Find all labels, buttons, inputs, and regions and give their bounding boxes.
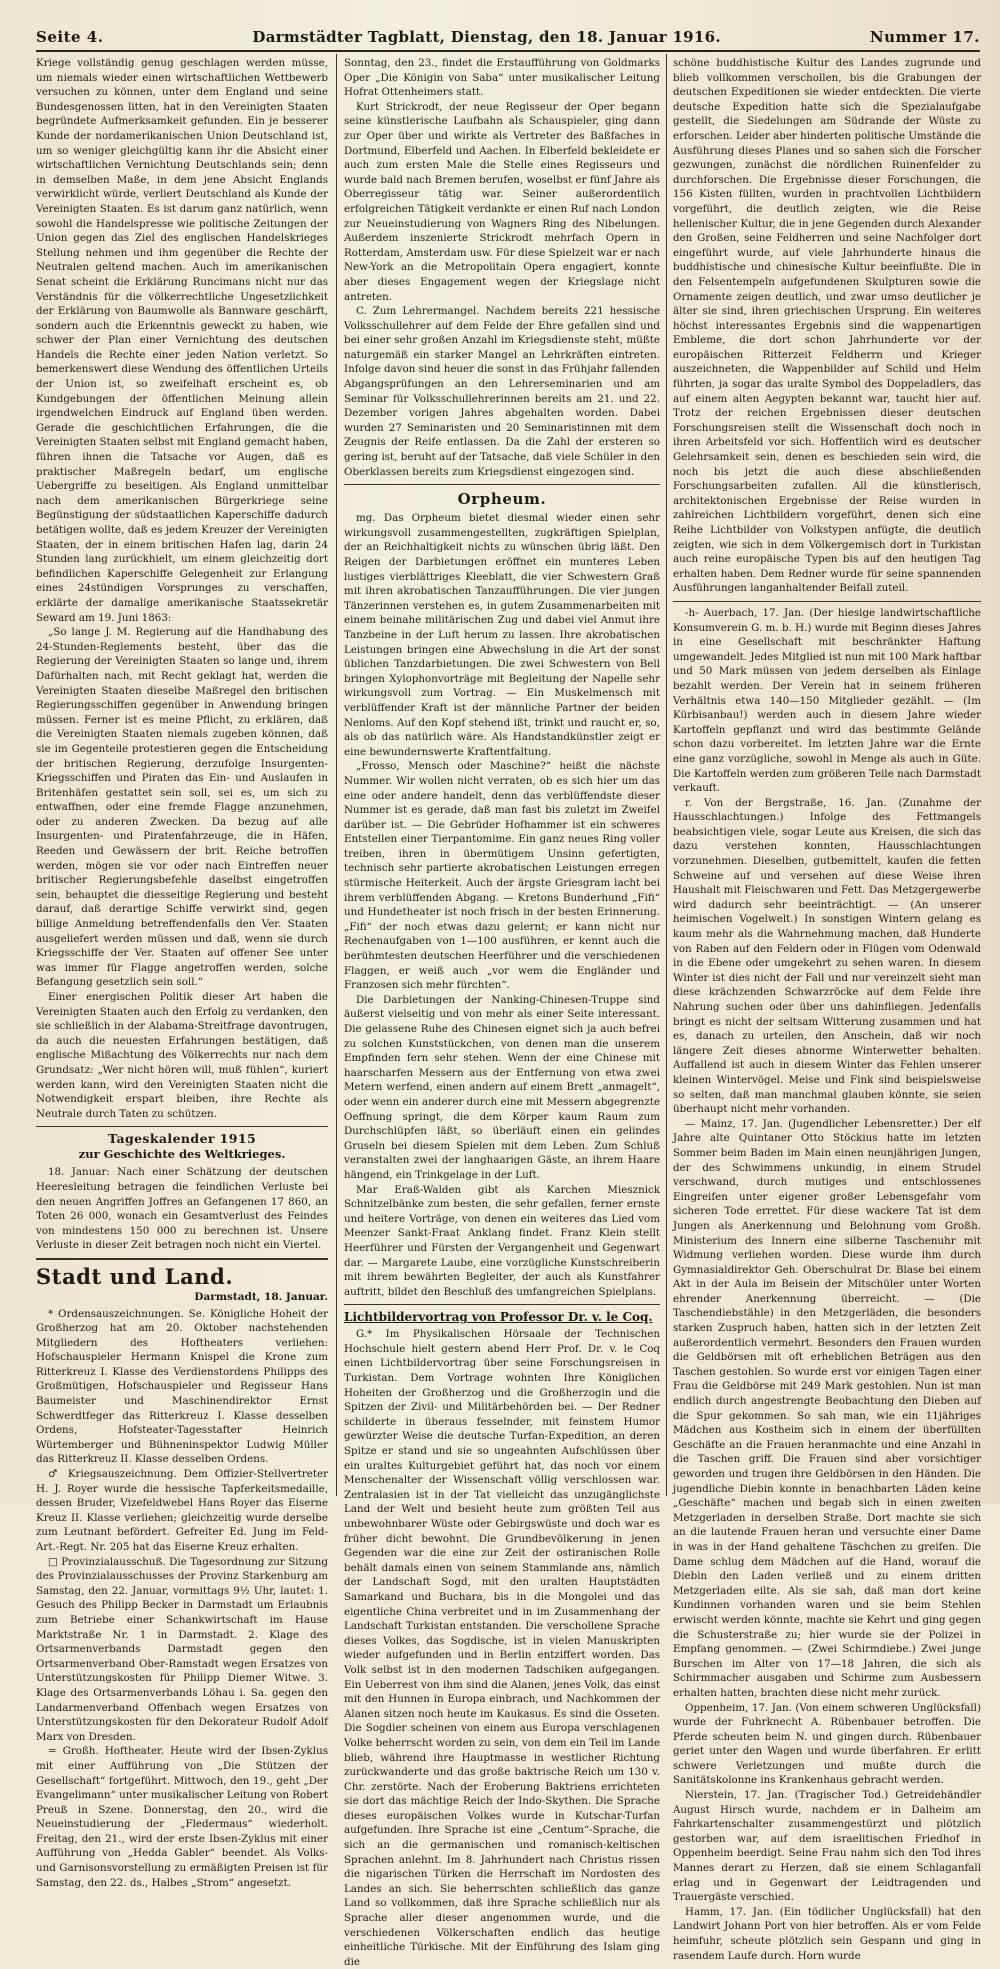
- separator: [36, 1126, 328, 1127]
- news-item: = Großh. Hoftheater. Heute wird der Ibsen-Zyklus mit einer Aufführung von „Die Stützen der Gesellschaft“ fortgeführt. Mittwoch, den 19., geht „Der Evangelimann“ unter musikalischer Leitung von Robert Preuß in Szene. Donnerstag, den 20., wird die Neueinstudierung der „Fledermaus“ wiederholt. Freitag, den 21., wird der erste Ibsen-Zyklus mit einer Aufführung von „Hedda Gabler“ beendet. Als Volks- und Garnisonsvorstellung zu ermäßigten Preisen ist für Samstag, den 22. ds., Halbes „Strom“ angesetzt.: [36, 1745, 328, 1889]
- article-paragraph: Kriege vollständig genug geschlagen werden müsse, um niemals wieder einen wirtschaftlichen Wettbewerb versuchen zu können, unter dem England und seine Bundesgenossen litten, hat in den Vereinigten Staaten begründete Aufmerksamkeit gefunden. Ein je besserer Kunde der nordamerikanischen Union Deutschland ist, um so weniger gleichgültig kann ihr die Absicht einer wirtschaftlichen Vernichtung Deutschlands sein; denn in demselben Maße, in dem jene Absicht Englands verwirklicht würde, verliert Deutschland als Kunde der Vereinigten Staaten. Es ist darum ganz natürlich, wenn sowohl die Handelspresse wie politische Zeitungen der Union gegen das Ziel des englischen Handelskrieges Stellung nehmen und ihm gegenüber die Rechte der Neutralen geltend machen. Auch im amerikanischen Senat scheint die Erklärung Runcimans nicht nur das Verständnis für die völkerrechtliche Ungesetzlichkeit der Erklärung von Baumwolle als Bannware geschärft, sondern auch die Erkenntnis geweckt zu haben, wie schwer der Plan einer Vernichtung des deutschen Handels die Rechte einer jeden Nation verletzt. So bemerkenswert diese Wendung des öffentlichen Urteils der Union ist, so zweifelhaft erscheint es, ob Kundgebungen der öffentlichen Meinung allein irgendwelchen Eindruck auf England üben werden. Gerade die geschichtlichen Erfahrungen, die die Vereinigten Staaten selbst mit England gemacht haben, führen ihnen die Tatsache vor Augen, daß es praktischer Maßregeln bedarf, um englische Uebergriffe zu beseitigen. Als England unmittelbar nach dem amerikanischen Bürgerkriege seine Begünstigung der südstaatlichen Kaperschiffe dadurch betätigen wollte, daß es jedem Kreuzer der Vereinigten Staaten, der in einem britischen Hafen lag, darin 24 Stunden lang zurückhielt, um einem gleichzeitig dort befindlichen Kaperschiffe Gelegenheit zur Erlangung eines 24stündigen Vorsprunges zu verschaffen, erklärte der damalige amerikanische Staatssekretär Seward am 19. Juni 1863:: [36, 57, 329, 624]
- news-item: ♂ Kriegsauszeichnung. Dem Offizier-Stellvertreter H. J. Royer wurde die hessische Tapferkeitsmedaille, dessen Bruder, Vizefeldwebel Hans Royer das Eiserne Kreuz II. Klasse verliehen; gleichzeitig wurde derselbe zum Leutnant befördert. Gefreiter Ed. Jung im Feld-Art.-Regt. Nr. 205 hat das Eiserne Kreuz erhalten.: [36, 1468, 328, 1553]
- article-paragraph: Kurt Strickrodt, der neue Regisseur der Oper begann seine künstlerische Laufbahn als Schauspieler, ging dann zur Oper über und wirkte als Vertreter des Baßfaches in Dortmund, Elberfeld und Aachen. In Elberfeld bekleidete er auch zum ersten Male die Stelle eines Regisseurs und wurde bald nach Bremen berufen, woselbst er fünf Jahre als Oberregisseur tätig war. Seiner außerordentlich erfolgreichen Tätigkeit verdankte er einen Ruf nach London zur Neueinstudierung von Wagners Ring des Nibelungen. Außerdem inszenierte Strickrodt mehrfach Opern in Rotterdam, Amsterdam usw. Für diese Spielzeit war er nach New-York an die Metropolitain Opera engagiert, konnte aber dieses Engagement wegen der Kriegslage nicht antreten.: [344, 100, 660, 303]
- review-paragraph: mg. Das Orpheum bietet diesmal wieder einen sehr wirkungsvoll zusammengestellten, zugkräftigen Spielplan, der an Reichhaltigkeit nichts zu wünschen übrig läßt. Den Reigen der Darbietungen eröffnet ein munteres Leben lustiges vierblättriges Kleeblatt, die vier Schwestern Graß mit ihren akrobatischen Tanzaufführungen. Die vier jungen Tänzerinnen verstehen es, in gutem Zusammenarbeiten mit einem beinahe militärischen Zug und dabei viel Anmut ihre Tanzbeine in der Luft herum zu lassen. Ihre akrobatischen Leistungen bringen eine Abwechslung in die Art der sonst üblichen Tanzdarbietungen. Die zwei Schwestern von Bell bringen Xylophonvorträge mit Begleitung der Napelle sehr wirkungsvoll zum Vortrag. — Ein Muskelmensch mit verblüffender Kraft ist der männliche Partner der beiden Nenloms. Auf den Kopf stehend ißt, trinkt und raucht er, so, als ob das natürlich wäre. Als Handstandkünstler zeigt er eine bewundernswerte Kraftentfaltung.: [344, 512, 660, 758]
- kalender-heading: Tageskalender 1915: [107, 1131, 257, 1147]
- separator: [673, 601, 981, 602]
- masthead: [36, 28, 980, 50]
- review-paragraph: Die Darbietungen der Nanking-Chinesen-Truppe sind äußerst vielseitig und von mehr als einer Seite interessant. Die gelassene Ruhe des Chinesen eignet sich ja auch befrei zu solchen Kunststückchen, von denen man die unserem Empfinden fern sehr stehen. Wenn der eine Chinese mit haarscharfen Messern aus der Entfernung von etwa zwei Metern werfend, einen andern auf einem Brett „anmagelt“, oder wenn ein anderer durch eine mit Messern abgegrenzte Oeffnung springt, die dem Körper kaum Raum zum Durchschlüpfen läßt, so überläuft einen ein gelindes Gruseln bei diesem Spielen mit dem Leben. Zum Schluß veranstalten zwei der langhaarigen Gäste, an ihrem Haare hängend, ein Trinkgelage in der Luft.: [344, 993, 660, 1181]
- kalender-text: 18. Januar: Nach einer Schätzung der deutschen Heeresleitung betragen die feindlichen Verluste bei den neuen Angriffen Joffres an Gefangenen 17 860, an Toten 26 000, wonach ein Gesamtverlust des Feindes von mindestens 150 000 zu berechnen ist. Unsere Verluste in dieser Zeit betragen noch nicht ein Viertel.: [36, 1166, 328, 1252]
- newspaper-title: Darmstädter Tagblatt, Dienstag, den 18. Januar 1916.: [252, 28, 721, 46]
- news-item: Hamm, 17. Jan. (Ein tödlicher Unglücksfall) hat den Landwirt Johann Port von hier betroffen. Als er vom Felde heimfuhr, scheute plötzlich sein Gespann und ging in rasendem Laufe durch. Horn wurde: [673, 1905, 981, 1962]
- article-paragraph: Einer energischen Politik dieser Art haben die Vereinigten Staaten auch den Erfolg zu verdanken, den sie schließlich in der Alabama-Streitfrage davontrugen, da auch die neuesten Erfahrungen bestätigen, daß englische Mißachtung des Völkerrechts nur nach dem Grundsatz: „Wer nicht hören will, muß fühlen“, kuriert werden kann, wird den Vereinigten Staaten nicht die Notwendigkeit erspart bleiben, ihre Rechte als Neutrale durch Taten zu schützen.: [36, 991, 328, 1120]
- news-item: r. Von der Bergstraße, 16. Jan. (Zunahme der Hausschlachtungen.) Infolge des Fettmangels beabsichtigen viele, sogar Leute aus Kreisen, die sich das dazu verstehen konnten, Hausschlachtungen vorzunehmen. Dieselben, gutbemittelt, kaufen die fetten Schweine auf und versehen auf diese Weise ihren Haushalt mit Fleischwaren und Fett. Das Metzgergewerbe wird dadurch sehr beeinträchtigt. — (An unserer heimischen Vogelwelt.) In sonstigen Wintern gelang es kaum mehr als die Wahrnehmung machen, daß Hunderte von Raben auf den Feldern oder in Flügen vom Odenwald in die Ebene oder umgekehrt zu sehen waren. In diesem Winter ist dies nicht der Fall und nur vereinzelt sieht man diese krächzenden Schwarzröcke auf dem Felde ihre Nahrung suchen oder über uns dahinfliegen. Jedenfalls bringt es nicht der seltsam Witterung zusammen und hat es, danach zu urteilen, den Anschein, daß wir noch längere Zeit dieses abnorme Winterwetter behalten. Auffallend ist auch in diesem Winter das Fehlen unserer kleinen Wintervögel. Meise und Fink sind beispielsweise so selten, daß man manchmal glauben könnte, sie seien überhaupt nicht mehr vorhanden.: [673, 796, 981, 1116]
- page-number: Seite 4.: [36, 28, 104, 46]
- news-item: — Mainz, 17. Jan. (Jugendlicher Lebensretter.) Der elf Jahre alte Quintaner Otto Stöckius hatte im letzten Sommer beim Baden im Main einen neunjährigen Jungen, der des Schwimmens unkundig, in einem Strudel verschwand, durch mutiges und entschlossenes Eingreifen unter eigener großer Lebensgefahr vom sicheren Tode errettet. Für diese wackere Tat ist dem Jungen als Anerkennung und Belohnung vom Großh. Ministerium des Innern eine silberne Taschenuhr mit Widmung verliehen worden. Diese wurde ihm durch Gymnasialdirektor Geh. Oberschulrat Dr. Blase bei einem Akt in der Aula im Beisein der Mitschüler unter Worten ehrender Anerkennung überreicht. — (Die Taschendiebstähle) in den Metzgerläden, die besonders starken Zuspruch haben, hatten sich in der letzten Zeit außerordentlich vermehrt. Besonders den Frauen wurden die Geldbörsen mit oft erheblichen Beträgen aus den Taschen gestohlen. So wurde erst vor einigen Tagen einer Frau die Geldbörse mit 249 Mark gestohlen. Nun ist man endlich durch angestrengte Beobachtung den Dieben auf die Spur gekommen. So sah man, wie ein 11jähriges Mädchen aus Kostheim sich in einem der überfüllten Geschäfte an die Frauen heranmachte und eine Anzahl in die Taschen griff. Die Frauen sind aber vorsichtiger geworden und trugen ihre Geldbörsen in den Händen. Die jugendliche Diebin konnte in benachbarten Läden keine „Geschäfte“ machen und begab sich in einen zweiten Metzgerladen in derselben Straße. Dort machte sie sich an die lautende Frauen heran und versuchte einer Dame in was in der Hand gehaltene Täschchen zu greifen. Die Dame schlug dem Mädchen auf die Hand, worauf die Diebin den Laden verließ und zu einem dritten Metzgerladen eilte. Als sie sah, daß man dort keine Kundinnen vorhanden waren und sie beim Stehlen erwischt werden könnte, machte sie Kehrt und ging gegen die Schusterstraße zu; hier wurde sie der Polizei in Empfang genommen. — (Zwei Schirmdiebe.) Zwei junge Burschen im Alter von 17—18 Jahren, die sich als Schirmmacher ausgaben und Schirme zum Ausbessern erhalten hatten, brachten diese nicht mehr zurück.: [673, 1117, 981, 1699]
- column-3: [673, 56, 981, 1962]
- separator: [344, 1304, 660, 1305]
- column-1: [36, 56, 329, 1889]
- review-paragraph: Mar Eraß-Walden gibt als Karchen Miesznick Schnitzelbänke zum besten, die sehr gefallen, ferner ernste und heitere Vorträge, von denen ein weiteres das Lied vom Meenzer Sankt-Fraat Anklang findet. Franz Klein stellt Heerführer und Fürsten der Vergangenheit und Gegenwart dar. — Margarete Laube, eine vorzügliche Kunstschreiberin mit ihrem bewährten Begleiter, der auch als Kunstfahrer auftritt, bildet den Beschluß des umfangreichen Spielplans.: [344, 1183, 660, 1298]
- news-item: Oppenheim, 17. Jan. (Von einem schweren Unglücksfall) wurde der Fuhrknecht A. Rübenbauer betroffen. Die Pferde scheuten beim N. und gingen durch. Rübenbauer geriet unter den Wagen und wurde überfahren. Er erlitt schwere Verletzungen und mußte durch die Sanitätskolonne ins Krankenhaus gebracht werden.: [673, 1701, 981, 1787]
- lecture-heading: Lichtbildervortrag von Professor Dr. v. le Coq.: [344, 1310, 653, 1325]
- separator: [36, 1258, 328, 1260]
- news-item: C. Zum Lehrermangel. Nachdem bereits 221 hessische Volksschullehrer auf dem Felde der Ehre gefallen sind und bei einer sehr großen Anzahl im Kriegsdienste steht, müßte naturgemäß ein starker Mangel an Lehrkräften eintreten. Infolge davon sind heuer die sonst in das Frühjahr fallenden Abgangsprüfungen an den Lehrerseminarien und am Seminar für Volksschullehrerinnen bereits am 21. und 22. Dezember vorigen Jahres abgehalten worden. Dabei wurden 27 Seminaristen und 20 Seminaristinnen mit dem Zeugnis der Reife entlassen. Da die Zahl der ersteren so gering ist, beruht auf der Tatsache, daß viele Schüler in den Oberklassen bereits zum Kriegsdienst eingezogen sind.: [344, 305, 660, 478]
- dateline: Darmstadt, 18. Januar.: [194, 1290, 328, 1303]
- review-paragraph: „Frosso, Mensch oder Maschine?“ heißt die nächste Nummer. Wir wollen nicht verraten, ob es sich hier um das eine oder andere handelt, denn das verblüffendste dieser Nummer ist es gerade, daß man fast bis zuletzt im Zweifel darüber ist. — Die Gebrüder Hofhammer ist ein schweres Entstellen einer Tierpantomime. Ein ganz neues Ring voller treiben, ihren in übermütigem Unsinn gefertigten, technisch sehr partierte akrobatischen Leistungen erregen stürmische Heiterkeit. Auch der ärgste Griesgram lacht bei ihrem verblüffenden Abgang. — Kretons Bunderhund „Fifi“ und Hundetheater ist noch frisch in der besten Erinnerung. „Fifi“ der noch etwas dazu gelernt; er kann nicht nur Rechenaufgaben von 1—100 ausführen, er kennt auch die berühmtesten deutschen Heerführer und die verschiedenen Flaggen, er weiß auch „vor wem die Engländer und Franzosen sich mehr fürchten“.: [344, 760, 660, 992]
- separator: [344, 484, 660, 485]
- issue-number: Nummer 17.: [869, 28, 980, 46]
- lecture-paragraph: G.* Im Physikalischen Hörsaale der Technischen Hochschule hielt gestern abend Herr Prof. Dr. v. le Coq einen Lichtbildervortrag über seine Forschungsreisen in Turkistan. Dem Vortrage wohnten Ihre Königlichen Hoheiten der Großherzog und die Großherzogin und die Spitzen der Zivil- und Militärbehörden bei. — Der Redner schilderte in überaus fesselnder, mit feinstem Humor gewürzter Weise die deutsche Turfan-Expedition, an deren Spitze er stand und sie so ungeahnten Aufschlüssen über ein uraltes Kulturgebiet geführt hat, das noch vor einem Menschenalter der Wissenschaft völlig verschlossen war. Zentralasien ist in der Tat vielleicht das unzugänglichste Land der Welt und besieht heute zum größten Teil aus unbewohnbarer Wüste oder Gebirgswüste und doch war es früher dicht bewohnt. Die Grundbevölkerung in jenen Gegenden war die eine zur Zeit der ostiranischen Rolle behält damals einen von seinem Stammlande ans, nämlich der Landschaft Sogd, mit den uralten Hauptstädten Samarkand und Buchara, bis in die Mongolei und das eigentliche China verbreitet und in im Zusammenhang der Landschaft Turkistan entstanden. Die verschollene Sprache dieses Volkes, das Sogdische, ist in vielen Manuskripten wieder aufgefunden und in Berlin entziffert worden. Das Volk selbst ist in den modernen Tadschiken aufgegangen. Ein Ueberrest von ihm sind die Alanen, jenes Volk, das einst mit den Hunnen in Europa einbrach, und Nachkommen der Alanen sitzen noch heute im Kaukasus. Es sind die Osseten. Die Sogdier scheinen von einem aus Europa verschlagenen Volke beherrscht worden zu sein, von dem ein Teil im Lande blieb, während ihre Hauptmasse in westlicher Richtung zurückwanderte und das große baktrische Reich um 130 v. Chr. zerstörte. Nach der Eroberung Baktriens errichteten sie dort das mächtige Reich der Indo-Skythen. Die Sprache dieses europäischen Volkes wurde in Kutschar-Turfan aufgefunden. Ihre Sprache ist eine „Centum“-Sprache, die sich an die germanischen und romanisch-keltischen Sprachen anlehnt. Im 8. Jahrhundert nach Christus rissen die nigarischen Türken die Herrschaft im Nordosten des Landes an sich. Sie beherrschten schließlich das ganze Land so vollkommen, daß ihre Sprache schließlich nur als Sprache aller dieser angenommen wurde, und die verschiedenen Völkerschaften endlich das heutige einheitliche Türkische. Mit der Einführung des Islam ging die: [344, 1328, 660, 1968]
- news-item: -h- Auerbach, 17. Jan. (Der hiesige landwirtschaftliche Konsumverein G. m. b. H.) wurde mit Beginn dieses Jahres in eine Gesellschaft mit beschränkter Haftung umgewandelt. Jedes Mitglied ist nun mit 100 Mark haftbar und 50 Mark müssen von jedem derselben als Einlage bezahlt werden. Der Verein hat in seinem früheren Verhältnis etwa 140—150 Mitglieder gezählt. — (Im Kürbisanbau!) werden auch in diesem Jahre wieder Kartoffeln gepflanzt und wird das bestimmte Gelände schon dazu vorbereitet. Im letzten Jahre war die Ernte eine ganz vorzügliche, sowohl in Menge als auch in Güte. Die Kartoffeln werden zum größeren Teile nach Darmstadt verkauft.: [673, 606, 981, 795]
- news-item: * Ordensauszeichnungen. Se. Königliche Hoheit der Großherzog hat am 20. Oktober nachstehenden Mitgliedern des Hoftheaters verliehen: Hofschauspieler Hermann Knispel die Krone zum Ritterkreuz I. Klasse des Verdienstordens Philipps des Großmütigen, Hofschauspieler und Regisseur Hans Baumeister und Maschinendirektor Ernst Schwerdtfeger das Ritterkreuz I. Klasse desselben Ordens, Hofsteater-Tagesstafter Heinrich Würtemberger und Bühneninspektor Ludwig Müller das Ritterkreuz II. Klasse desselben Ordens.: [36, 1307, 328, 1466]
- lecture-continuation: schöne buddhistische Kultur des Landes zugrunde und blieb vollkommen verschollen, bis die Grabungen der deutschen Expeditionen sie wieder entdeckten. Die vierte deutsche Expedition hatte sich die Spezialaufgabe gestellt, die Siedelungen am Südrande der Wüste zu erforschen. Leider aber hinderten politische Umstände die Ausführung dieses Planes und so sahen sich die Forscher gezwungen, zunächst die nördlichen Ruinenfelder zu durchforschen. Die Ergebnisse dieser Forschungen, die 156 Kisten füllten, wurden in prachtvollen Lichtbildern vorgeführt, die deutlich zeigten, wie die Reise hellenischer Kultur, die in jene Gegenden durch Alexander den Großen, seine Feldherren und seine Nachfolger dort eingeführt wurde, auf viele Jahrhunderte hinaus die buddhistische und chinesische Kultur beeinflußte. Die in den Felsentempeln aufgefundenen Skulpturen sowie die Ornamente zeigen deutlich, und zwar umso deutlicher je älter sie sind, ihren griechischen Ursprung. Ein weiteres höchst interessantes Ergebnis sind die wappenartigen Embleme, die dort schon Jahrhunderte vor der europäischen Ritterzeit Feldherrn und Krieger auszeichneten, die Wappenbilder auf Schild und Helm führten, ja sogar das uralte Symbol des Doppeladlers, das auf einem alten Aegypten bekannt war, taucht hier auf. Trotz der reichen Ergebnissen dieser deutschen Forschungsreisen stellt die Wissenschaft doch noch in ihren Arbeitsfeld vor sich. Hoffentlich wird es deutscher Gelehrsamkeit sein, denen es beschieden sein wird, die noch bis jetzt die auch diese abschließenden Forschungsarbeiten zufallen. All die künstlerisch, architektonischen Ergebnisse der Reise wurden in zahlreichen Lichtbildern vorgeführt, denen sich eine Reihe Lichtbilder von Volkstypen anfügte, die deutlich zeigten, wie sich in dem Völkergemisch dort in Turkistan auch reine europäische Typen bis auf den heutigen Tag erhalten haben. Dem Redner wurde für seine spannenden Ausführungen langanhaltender Beifall zuteil.: [673, 57, 981, 595]
- article-paragraph: Sonntag, den 23., findet die Erstaufführung von Goldmarks Oper „Die Königin von Saba“ unter musikalischer Leitung Hofrat Ottenheimers statt.: [344, 57, 660, 99]
- column-2: [344, 56, 660, 1968]
- section-heading-stadt-und-land: Stadt und Land.: [36, 1263, 234, 1289]
- news-item: □ Provinzialausschuß. Die Tagesordnung zur Sitzung des Provinzialausschusses der Provinz Starkenburg am Samstag, den 22. Januar, vormittags 9½ Uhr, lautet: 1. Gesuch des Philipp Becker in Darmstadt um Erlaubnis zum Betriebe einer Schankwirtschaft im Hause Marktstraße Nr. 1 in Darmstadt. 2. Klage des Ortsarmenverbands Darmstadt gegen den Ortsarmenverband Ober-Ramstadt wegen Ersatzes von Unterstützungskosten für Philipp Diemer Witwe. 3. Klage des Ortsarmenverbands Löhau i. Sa. gegen den Landarmenverband Offenbach wegen Ersatzes von Unterstützungskosten für den Dekorateur Rudolf Adolf Marx von Dresden.: [36, 1555, 328, 1743]
- column-divider-1: [336, 54, 337, 1496]
- news-item: Nierstein, 17. Jan. (Tragischer Tod.) Getreidehändler August Hirsch wurde, nachdem er in Dalheim am Fahrkartenschalter zusammengestürzt und plötzlich gestorben war, auf dem israelitischen Friedhof in Oppenheim beerdigt. Seine Frau nahm sich den Tod ihres Mannes derart zu Herzen, daß sie einem Schlaganfall erlag und in Gegenwart der Leidtragenden und Trauergäste verschied.: [673, 1789, 981, 1904]
- column-divider-2: [666, 54, 667, 1496]
- kalender-subheading: zur Geschichte des Weltkrieges.: [78, 1147, 286, 1162]
- article-quote: „So lange J. M. Regierung auf die Handhabung des 24-Stunden-Reglements besteht, über das die Regierung der Vereinigten Staaten so lange und, ihrem Dafürhalten nach, mit Recht geklagt hat, werden die Vereinigten Staaten dieselbe Maßregel den britischen Regierungsschiffen gegenüber in Anwendung bringen müssen. Ferner ist es meine Pflicht, zu erklären, daß die Vereinigten Staaten niemals zugeben können, daß sie im Gegenteile protestieren gegen die Entscheidung der britischen Regierung, derzufolge Insurgenten-Kriegsschiffen und Piraten das Ein- und Auslaufen in Britenhäfen gestattet sein soll, sei es, um sich zu entwaffnen, oder eine fremde Flagge anzunehmen, oder zu anderen Zwecken. Da bezug auf alle Insurgenten- und Piratenfahrzeuge, die in Häfen, Reeden und Gewässern der brit. Reiche betroffen werden, mögen sie vor oder nach Eintreffen neuer britischer Regierungsbefehle daselbst eingetroffen sein, behauptet die diesseitige Regierung und besteht darauf, daß derartige Schiffe verwirkt sind, gegen billige Anmeldung betreffendenfalls den Ver. Staaten ausgeliefert werden müssen und daß, wenn sie durch Kriegsschiffe der Ver. Staaten auf offener See unter was immer für Flagge angetroffen werden, solche Befangung gesetzlich sein soll.“: [36, 626, 328, 989]
- top-rule: [36, 50, 980, 52]
- section-heading-orpheum: Orpheum.: [457, 490, 547, 509]
